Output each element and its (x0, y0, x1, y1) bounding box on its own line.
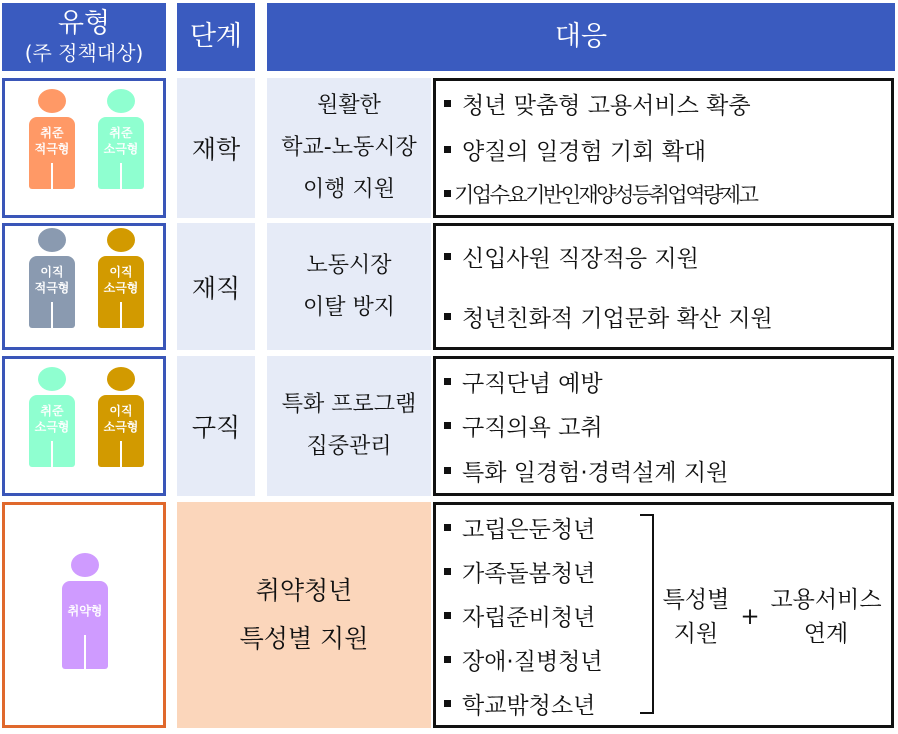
bullet-icon (444, 146, 451, 153)
goal-jobseeking (267, 356, 431, 496)
support-label: 특성별 지원 (662, 587, 730, 647)
goal-line: 집중관리 (306, 434, 392, 459)
person-icon (29, 367, 75, 467)
stage-label: 재직 (191, 273, 241, 303)
goal-employed (267, 223, 431, 350)
person-label: 소극형 (103, 142, 139, 156)
person-icon (29, 89, 75, 189)
header-stage (177, 3, 255, 71)
stage-vulnerable (177, 502, 431, 728)
response-item: 자립준비청년 (444, 599, 891, 632)
goal-line: 이탈 방지 (302, 294, 395, 320)
bullet-icon (444, 568, 451, 575)
person-icon (98, 367, 144, 467)
person-head (71, 553, 99, 577)
stage-line: 취약청년 (255, 576, 353, 605)
person-label: 취준 (109, 126, 133, 140)
person-icon (98, 89, 144, 189)
person-icon (62, 553, 108, 669)
bullet-icon (444, 656, 451, 663)
person-body (98, 117, 144, 189)
type-box-vulnerable (2, 502, 166, 728)
person-label: 소극형 (103, 281, 139, 295)
person-head (107, 228, 135, 252)
stage-line: 특성별 지원 (239, 624, 369, 653)
bullet-icon (444, 313, 451, 320)
bullet-icon (444, 100, 451, 107)
type-subtitle: (주 정책대상) (24, 41, 144, 65)
person-label: 이직 (40, 265, 64, 279)
person-head (38, 367, 66, 391)
response-employed (433, 223, 894, 350)
person-label: 적극형 (34, 142, 70, 156)
person-body (29, 117, 75, 189)
person-label: 이직 (109, 404, 133, 418)
response-item: 특화 일경험·경력설계 지원 (444, 454, 891, 487)
stage-title: 단계 (189, 21, 243, 52)
person-body (62, 581, 108, 669)
goal-line: 노동시장 (306, 252, 392, 278)
type-box-jobseeking (2, 356, 166, 496)
group-bracket (640, 514, 654, 714)
plus-sign: + (740, 604, 760, 630)
response-item: 장애·질병청년 (444, 643, 891, 676)
goal-line: 원활한 (317, 93, 381, 118)
person-body (29, 256, 75, 328)
stage-label: 재학 (191, 135, 241, 164)
person-icon (29, 228, 75, 328)
header-type (2, 3, 166, 71)
goal-line: 이행 지원 (302, 177, 395, 202)
service-label: 고용서비스 연계 (770, 587, 882, 647)
person-label: 취준 (40, 404, 64, 418)
bullet-icon (444, 378, 451, 385)
type-box-employed (2, 223, 166, 350)
response-item: 신입사원 직장적응 지원 (444, 240, 891, 273)
person-body (98, 256, 144, 328)
person-body (29, 395, 75, 467)
person-head (38, 228, 66, 252)
bullet-icon (444, 524, 451, 531)
person-label: 취준 (40, 126, 64, 140)
response-jobseeking (433, 356, 894, 496)
stage-label: 구직 (191, 413, 241, 442)
goal-enrolled (267, 78, 431, 218)
response-enrolled (433, 78, 894, 218)
person-label: 소극형 (34, 420, 70, 434)
person-label: 적극형 (34, 281, 70, 295)
response-item: 양질의 일경험 기회 확대 (444, 133, 891, 166)
bullet-icon (444, 467, 451, 474)
person-icon (98, 228, 144, 328)
response-item: 가족돌봄청년 (444, 555, 891, 588)
response-item: 학교밖청소년 (444, 687, 891, 720)
bullet-icon (444, 422, 451, 429)
person-head (38, 89, 66, 113)
bullet-icon (444, 253, 451, 260)
type-box-enrolled (2, 78, 166, 218)
bullet-icon (444, 700, 451, 707)
response-item: 구직단념 예방 (444, 365, 891, 398)
person-label: 소극형 (103, 420, 139, 434)
header-response (267, 3, 895, 71)
goal-line: 특화 프로그램 (281, 392, 417, 417)
stage-jobseeking (177, 356, 255, 496)
response-item: 청년 맞춤형 고용서비스 확충 (444, 87, 891, 120)
person-label: 취약형 (67, 604, 103, 618)
response-item: 고립은둔청년 (444, 511, 891, 544)
stage-enrolled (177, 78, 255, 218)
bullet-icon (444, 612, 451, 619)
type-title: 유형 (57, 8, 111, 39)
response-item: 청년친화적 기업문화 확산 지원 (444, 300, 891, 333)
goal-line: 학교-노동시장 (281, 135, 417, 160)
person-label: 이직 (109, 265, 133, 279)
response-title: 대응 (554, 21, 608, 52)
response-item: 구직의욕 고취 (444, 409, 891, 442)
person-body (98, 395, 144, 467)
person-head (107, 367, 135, 391)
bullet-icon (444, 190, 451, 197)
response-item: 기업수요기반인재양성등취업역량제고 (444, 179, 891, 209)
stage-employed (177, 223, 255, 350)
person-head (107, 89, 135, 113)
